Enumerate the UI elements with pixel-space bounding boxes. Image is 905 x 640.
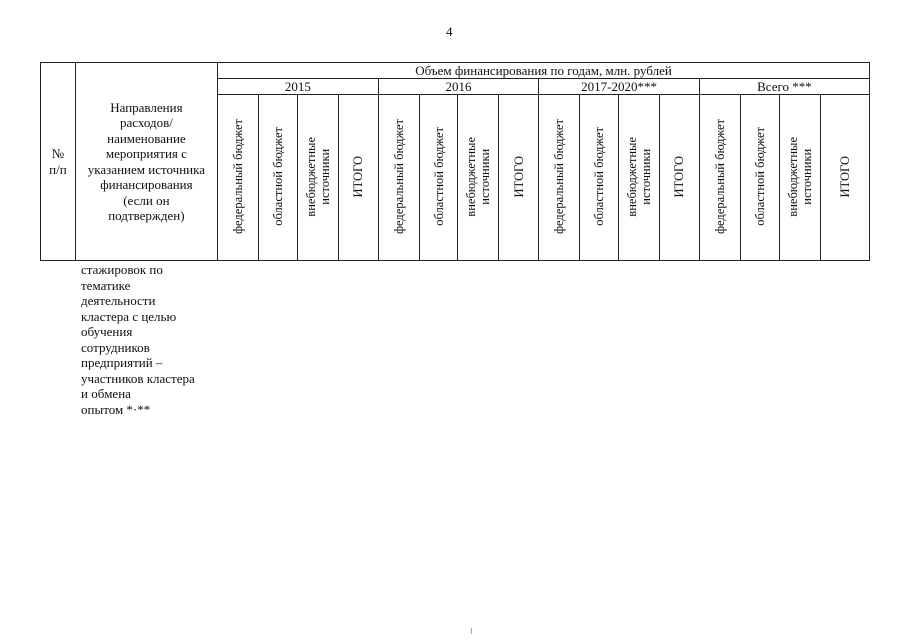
scan-mark xyxy=(471,628,472,634)
federal-budget-label: федеральный бюджет xyxy=(391,118,406,235)
year-2017-2020: 2017-2020*** xyxy=(539,79,700,95)
col-total-2017 xyxy=(659,95,699,261)
extrabudgetary-label: внебюджетные источники xyxy=(625,136,654,217)
col-federal-2015 xyxy=(218,95,259,261)
col-total-2015 xyxy=(338,95,378,261)
funding-header: Объем финансирования по годам, млн. рублей xyxy=(415,63,672,78)
direction-header: Направления расходов/ наименование мероприятия с указанием источника финансирования (если он подтвержден) xyxy=(87,99,205,223)
col-total-2016 xyxy=(499,95,539,261)
page-number: 4 xyxy=(446,24,453,39)
col-regional-2015 xyxy=(258,95,297,261)
col-regional-all xyxy=(740,95,779,261)
num-header-cell xyxy=(41,63,76,261)
regional-budget-label: областной бюджет xyxy=(752,127,767,226)
col-regional-2016 xyxy=(419,95,458,261)
federal-budget-label: федеральный бюджет xyxy=(712,118,727,235)
col-extrabudget-all xyxy=(779,95,820,261)
col-federal-2016 xyxy=(378,95,419,261)
total-label: ИТОГО xyxy=(511,155,526,198)
col-extrabudget-2016 xyxy=(458,95,499,261)
regional-budget-label: областной бюджет xyxy=(270,127,285,226)
extrabudgetary-label: внебюджетные источники xyxy=(785,136,814,217)
direction-header-cell xyxy=(75,63,217,261)
federal-budget-label: федеральный бюджет xyxy=(552,118,567,235)
row-continuation-text: стажировок по тематике деятельности кластера с целью обучения сотрудников предприятий – участников кластера и обмена опытом *·** xyxy=(81,262,195,417)
extrabudgetary-label: внебюджетные источники xyxy=(303,136,332,217)
year-2015: 2015 xyxy=(218,79,379,95)
num-header: № п/п xyxy=(49,146,67,177)
total-label: ИТОГО xyxy=(672,155,687,198)
total-label: ИТОГО xyxy=(351,155,366,198)
col-extrabudget-2015 xyxy=(297,95,338,261)
col-federal-2017 xyxy=(539,95,580,261)
funding-header-cell xyxy=(218,63,870,79)
col-regional-2017 xyxy=(580,95,619,261)
year-total: Всего *** xyxy=(699,79,869,95)
regional-budget-label: областной бюджет xyxy=(431,127,446,226)
total-label: ИТОГО xyxy=(837,155,852,198)
extrabudgetary-label: внебюджетные источники xyxy=(464,136,493,217)
year-2016: 2016 xyxy=(378,79,539,95)
col-federal-all xyxy=(699,95,740,261)
regional-budget-label: областной бюджет xyxy=(592,127,607,226)
col-total-all xyxy=(820,95,869,261)
federal-budget-label: федеральный бюджет xyxy=(230,118,245,235)
financing-table xyxy=(40,62,870,261)
col-extrabudget-2017 xyxy=(619,95,660,261)
